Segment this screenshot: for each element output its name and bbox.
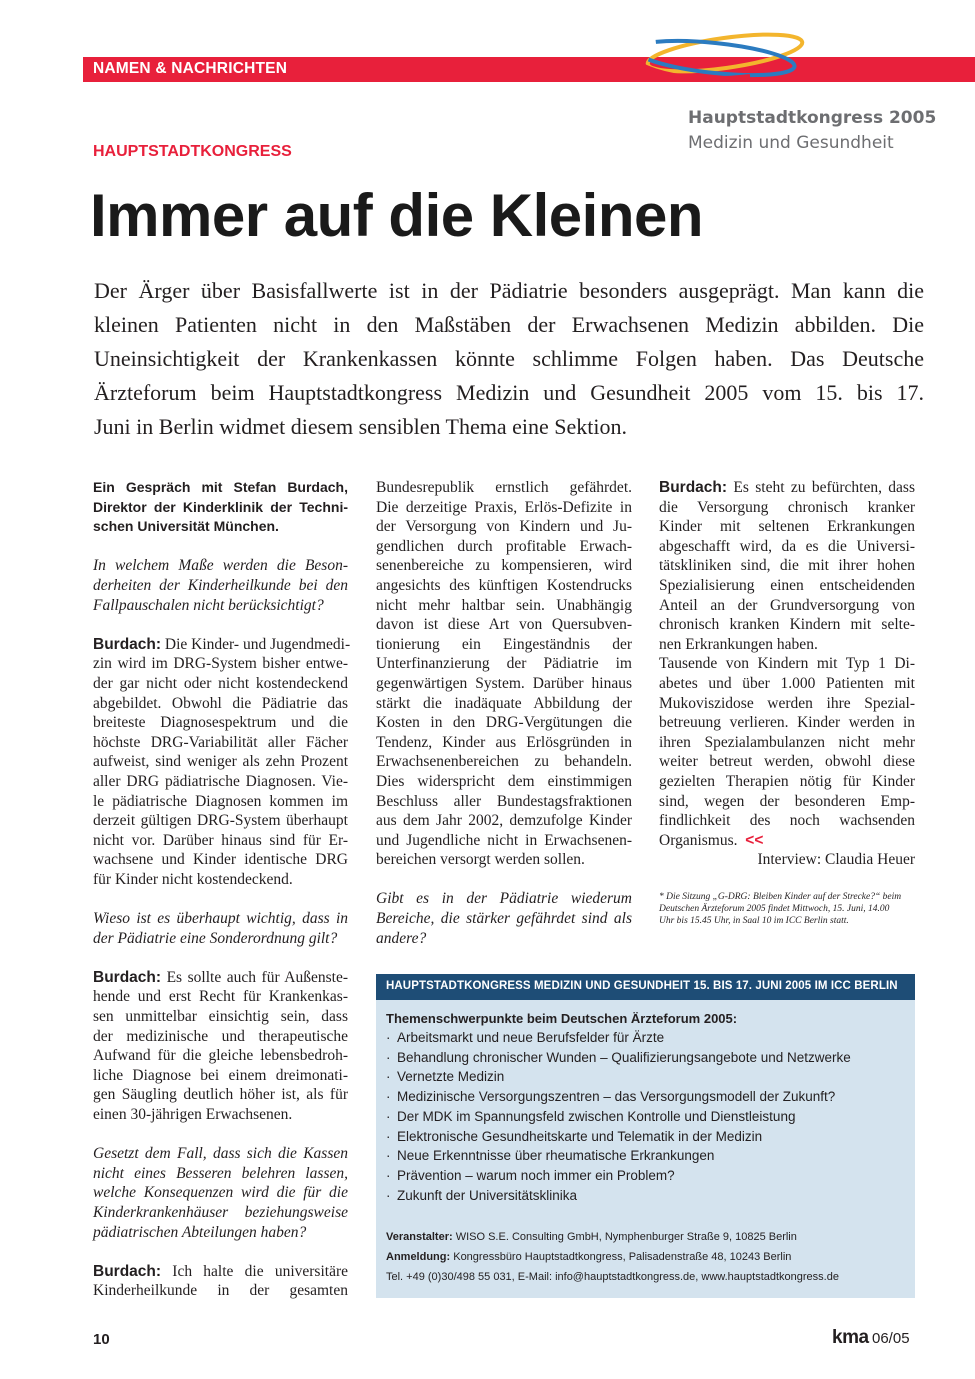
list-item-label: Elektronische Gesundheitskarte und Telematik in der Medizin [397, 1128, 763, 1144]
text-line: der gar nicht oder nicht kostendeckend [93, 674, 348, 692]
end-mark: << [745, 831, 764, 849]
list-item [386, 1127, 851, 1147]
text-line: Ein Gespräch mit Stefan Burdach, [93, 479, 348, 495]
bullet-icon: · [386, 1187, 391, 1203]
text-line: senenbereiche zu kompensieren, wird [376, 557, 632, 575]
text-line: Gibt es in der Pädiatrie wiederum [376, 890, 632, 908]
organizer-text: WISO S.E. Consulting GmbH, Nymphenburger Straße 9, 10825 Berlin [452, 1231, 797, 1243]
kicker: HAUPTSTADTKONGRESS [93, 143, 292, 160]
text-line: Direktor der Kinderklinik der Techni- [93, 498, 348, 515]
text-line: In welchem Maße werden die Beson- [93, 557, 348, 575]
text-line: Anteil an der Grundversorgung von [659, 596, 915, 614]
text-line: hende und erst Recht für Krankenkas- [93, 988, 348, 1006]
answer-1 [93, 635, 351, 890]
text-line: sind, wegen der besonderen Emp- [659, 792, 915, 810]
bullet-icon: · [386, 1069, 391, 1085]
list-item [386, 1067, 851, 1087]
text-line: abetes und über 1.000 Patienten mit [659, 674, 915, 692]
magazine-logo: kma [832, 1327, 869, 1348]
text-line: Wieso ist es überhaupt wichtig, dass in [93, 910, 348, 928]
section-bar-label: NAMEN & NACHRICHTEN [93, 60, 288, 77]
question-2 [93, 909, 348, 948]
text-line: gezielten Therapien nötig für Kinder [659, 772, 915, 790]
list-item-label: Prävention – warum noch immer ein Problem? [397, 1167, 675, 1183]
text-line: nicht eines Besseren belehren lassen, [93, 1164, 348, 1182]
bullet-icon: · [386, 1167, 391, 1183]
registration-line [386, 1247, 839, 1267]
list-item [386, 1107, 851, 1127]
info-box-header [376, 974, 915, 1000]
interview-credit: Interview: Claudia Heuer [757, 851, 915, 869]
speaker-label: Burdach: [93, 968, 162, 986]
section-bar [83, 57, 975, 82]
footnote [659, 891, 915, 927]
text-line: gendlichen durch profitable Erwach- [376, 537, 632, 555]
text-line: derheiten der Kinderheilkunde bei den [93, 576, 348, 594]
text-line: weiter betreut werden, obwohl diese [659, 753, 915, 771]
text-line: Unterfinanzierung der Pädiatrie im [376, 655, 632, 673]
answer-3-continued [376, 478, 632, 870]
text-line: Kinder mit seltenen Erkrankungen [659, 518, 915, 536]
column-3 [659, 478, 915, 870]
text-line: Kinderkrankenhäuser beziehungsweise [93, 1203, 348, 1221]
text-line: Dies widerspricht dem einstimmigen [376, 772, 632, 790]
list-item-label: Neue Erkenntnisse über rheumatische Erkrankungen [397, 1148, 715, 1164]
text-line: andere? [376, 929, 427, 947]
text-line: aufweist, sind weniger als zehn Prozent [93, 753, 348, 771]
list-item-label: Arbeitsmarkt und neue Berufsfelder für Ärzte [397, 1030, 665, 1045]
interview-intro [93, 478, 348, 537]
topic-list [386, 1028, 851, 1205]
text-line: höchste DRG-Variabilität aller Fächer [93, 733, 348, 751]
question-3 [93, 1144, 348, 1242]
text-line: ihren Spezialambulanzen nicht mehr [659, 733, 915, 751]
list-item [386, 1087, 851, 1107]
list-item [386, 1146, 851, 1166]
text-line: derzeit gültigen DRG-System überhaupt [93, 812, 348, 830]
bullet-icon: · [386, 1108, 391, 1124]
info-box-subheading: Themenschwerpunkte beim Deutschen Ärzteforum 2005: [386, 1011, 738, 1026]
text-line: abgebildet. Obwohl die Pädiatrie das [93, 694, 348, 712]
column-1 [93, 478, 351, 1301]
text-line: Uhr bis 15.45 Uhr, in Saal 10 im ICC Berlin statt. [659, 916, 849, 926]
list-item-label: Zukunft der Universitätsklinika [397, 1187, 578, 1203]
list-item-label: Behandlung chronischer Wunden – Qualifizierungsangebote und Netzwerke [397, 1049, 851, 1065]
registration-label: Anmeldung: [386, 1251, 451, 1263]
page-number: 10 [93, 1331, 110, 1348]
text-line: stärkt die inadäquate Abbildung der [376, 694, 632, 712]
text-line: sen unmittelbar einsichtig sein, dass [93, 1008, 348, 1026]
organizer-line [386, 1227, 839, 1247]
text-line: tionierung ein Eingeständnis der [376, 635, 632, 653]
lead-line: kleinen Patienten nicht in den Maßstäben der Erwachsenen Medizin abbilden. Die [94, 312, 924, 337]
lead-line: Ärzteforum beim Hauptstadtkongress Medizin und Gesundheit 2005 vom 15. bis 17. [94, 380, 924, 405]
text-line: Es steht zu befürchten, dass [727, 479, 915, 496]
text-line: Kinderheilkunde in der gesamten [93, 1282, 348, 1300]
text-line: Tendenz, Kinder aus Erlösgründen in [376, 733, 632, 751]
text-line: schen Universität München. [93, 518, 279, 535]
text-line: der Pädiatrie eine Sonderordnung gilt? [93, 929, 338, 947]
list-item [386, 1186, 851, 1206]
text-line: Mukoviszidose werden ihre Spezial- [659, 694, 915, 712]
text-line: Kosten in den DRG-Vergütungen die [376, 714, 632, 732]
info-box-contact [386, 1227, 839, 1287]
text-line: Tausende von Kindern mit Typ 1 Di- [659, 655, 915, 673]
text-line: betreuung verlieren. Kinder werden in [659, 714, 915, 732]
text-line: Fallpauschalen nicht berücksichtigt? [93, 596, 324, 614]
text-line: welche Konsequenzen wird die für die [93, 1184, 348, 1202]
bullet-icon: · [386, 1089, 391, 1105]
text-line: Organismus. [659, 831, 738, 849]
issue-number: 06/05 [872, 1330, 910, 1347]
text-line: liche Diagnose bei einem dreimonati- [93, 1066, 348, 1084]
congress-rings-logo [620, 26, 810, 86]
lead-line: Der Ärger über Basisfallwerte ist in der Pädiatrie besonders ausgeprägt. Man kann die [94, 278, 924, 303]
text-line: die Versorgung chronisch kranker [659, 498, 915, 516]
list-item-label: Der MDK im Spannungsfeld zwischen Kontrolle und Dienstleistung [397, 1108, 796, 1124]
lead-paragraph [94, 274, 924, 444]
text-line: Ich halte die universitäre [161, 1262, 348, 1280]
speaker-label: Burdach: [659, 479, 728, 496]
text-line: breiteste Diagnosespektrum und die [93, 714, 348, 732]
logo-title: Hauptstadtkongress 2005 [688, 108, 937, 128]
registration-text: Kongressbüro Hauptstadtkongress, Palisadenstraße 48, 10243 Berlin [450, 1251, 792, 1263]
question-4 [376, 889, 632, 948]
text-line: gen Säugling deutlich höher ist, als für [93, 1086, 348, 1104]
text-line: Bundesrepublik ernstlich gefährdet. [376, 479, 632, 496]
text-line: für Kinder nicht kostendeckend. [93, 870, 293, 888]
text-line: Spezialisierung einen entscheidenden [659, 576, 915, 594]
text-line: chronisch kranken Kindern mit selte- [659, 616, 915, 634]
text-line: le pädiatrische Diagnosen kommen im [93, 792, 348, 810]
question-1 [93, 556, 348, 615]
column-2 [376, 478, 632, 948]
answer-4-continued [659, 654, 915, 870]
text-line: angesichts des künftigen Kostendrucks [376, 576, 632, 594]
text-line: * Die Sitzung „G-DRG: Bleiben Kinder auf der Strecke?“ beim [659, 892, 902, 902]
headline: Immer auf die Kleinen [90, 182, 703, 249]
text-line: Aufwand für die gleiche lebensbedroh- [93, 1047, 348, 1065]
answer-3 [93, 1262, 348, 1301]
text-line: pädiatrischen Abteilungen haben? [93, 1223, 307, 1241]
text-line: bereichen versorgt werden sollen. [376, 851, 585, 869]
text-line: Gesetzt dem Fall, dass sich die Kassen [93, 1145, 348, 1163]
text-line: aus dem Jahr 2002, demzufolge Kinder [376, 812, 632, 830]
text-line: abgeschafft wird, da es die Universi- [659, 537, 915, 555]
bullet-icon: · [386, 1049, 391, 1065]
list-item [386, 1166, 851, 1186]
contact-line: Tel. +49 (0)30/498 55 031, E-Mail: info@hauptstadtkongress.de, www.hauptstadtkongress.de [386, 1271, 839, 1283]
list-item [386, 1048, 851, 1068]
logo-subtitle: Medizin und Gesundheit [688, 133, 894, 153]
text-line: Deutschen Ärzteforum 2005 findet Mittwoch, 15. Juni, 14.00 [659, 904, 890, 914]
speaker-label: Burdach: [93, 635, 162, 653]
bullet-icon: · [386, 1128, 391, 1144]
text-line: zin wird im DRG-System bisher entwe- [93, 655, 348, 673]
text-line: gegenwärtigen System. Darüber hinaus [376, 674, 632, 692]
bullet-icon: · [386, 1030, 391, 1045]
answer-4 [659, 478, 915, 654]
text-line: tätskliniken sind, die mit ihrer hohen [659, 557, 915, 575]
text-line: Bereiche, die stärker gefährdet sind als [376, 910, 632, 928]
speaker-label: Burdach: [93, 1262, 162, 1280]
text-line: wachsene und Kinder identische DRG [93, 851, 348, 869]
text-line: davon ist diese Art von Quersubven- [376, 616, 632, 634]
text-line: der Versorgung von Kindern und Ju- [376, 518, 632, 536]
text-line: nicht vor. Darüber hinaus sind für Er- [93, 831, 348, 849]
text-line: Die Kinder- und Jugendmedi- [161, 635, 351, 653]
bullet-icon: · [386, 1148, 391, 1164]
text-line: Beschluss aller Bundestagsfraktionen [376, 792, 632, 810]
text-line: und Jugendliche nicht in Erwachsenen- [376, 831, 632, 849]
text-line: der medizinische und therapeutische [93, 1027, 348, 1045]
text-line: nicht mehr haltbar sein. Unabhängig [376, 596, 632, 614]
text-line: nen Erkrankungen haben. [659, 635, 818, 653]
text-line: einen 30-jährigen Erwachsenen. [93, 1106, 293, 1123]
info-box-title: HAUPTSTADTKONGRESS MEDIZIN UND GESUNDHEIT 15. BIS 17. JUNI 2005 IM ICC BERLIN [386, 980, 898, 992]
lead-line: Juni in Berlin widmet diesem sensiblen Thema eine Sektion. [94, 414, 628, 439]
congress-info-box [376, 974, 915, 1298]
list-item-label: Vernetzte Medizin [397, 1069, 505, 1085]
list-item [386, 1028, 851, 1048]
text-line: Es sollte auch für Außenste- [161, 968, 348, 986]
answer-2 [93, 968, 348, 1125]
lead-line: Uneinsichtigkeit der Krankenkassen könnte schlimme Folgen haben. Das Deutsche [94, 346, 924, 371]
text-line: aller DRG pädiatrische Diagnosen. Vie- [93, 772, 348, 790]
text-line: Erwachsenenbereichen zu behandeln. [376, 753, 632, 771]
text-line: Die derzeitige Praxis, Erlös-Defizite in [376, 498, 632, 516]
list-item-label: Medizinische Versorgungszentren – das Versorgungsmodell der Zukunft? [397, 1089, 836, 1105]
text-line: findlichkeit des noch wachsenden [659, 812, 915, 830]
organizer-label: Veranstalter: [386, 1231, 453, 1243]
